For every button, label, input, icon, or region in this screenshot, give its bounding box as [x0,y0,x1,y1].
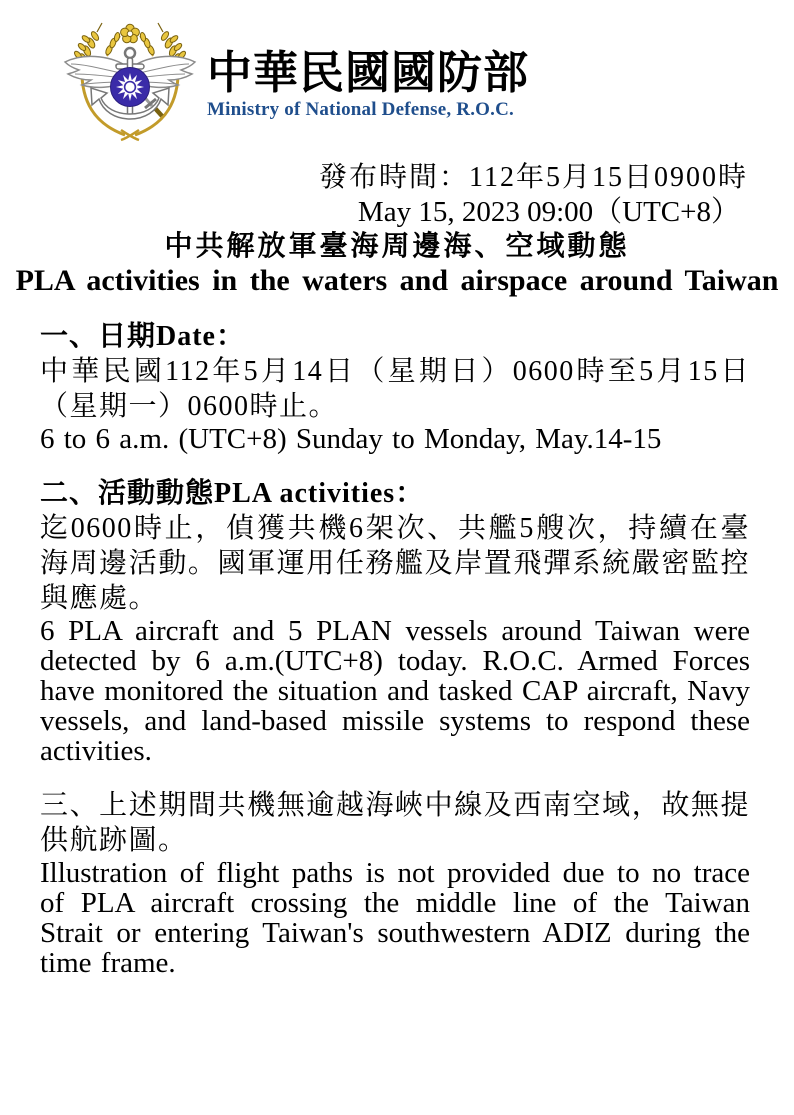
section-no-illustration [40,788,750,978]
section-no-illustration-body-zh: 三、上述期間共機無逾越海峽中線及西南空域，故無提供航跡圖。 [40,790,750,856]
section-pla-activities-body-en: 6 PLA aircraft and 5 PLAN vessels around Taiwan were detected by 6 a.m.(UTC+8) today. R.O.C. Armed Forces have monitored the situation and tasked CAP aircraft, Navy vessels, and land-based missile systems to respond these activities. [40,615,750,767]
document-title-en: PLA activities in the waters and airspace around Taiwan [15,264,779,297]
publish-time-zh: 發布時間：112年5月15日0900時 [319,162,748,193]
document-title-zh: 中共解放軍臺海周邊海、空域動態 [164,231,630,262]
org-name-block [207,12,529,121]
roc-sun-icon [111,68,150,107]
section-date-body-zh: 中華民國112年5月14日（星期日）0600時至5月15日（星期一）0600時止。 [40,356,750,422]
publish-time-en: May 15, 2023 09:00（UTC+8） [357,196,740,228]
document-title [0,229,794,297]
header-logo-block [0,0,794,152]
publish-time-block [0,160,794,229]
section-pla-activities [40,476,750,766]
org-name-en: Ministry of National Defense, R.O.C. [207,99,514,120]
section-pla-activities-body-zh: 迄0600時止，偵獲共機6架次、共艦5艘次，持續在臺海周邊活動。國軍運用任務艦及岸置飛彈系統嚴密監控與應處。 [40,513,750,614]
section-date [40,319,750,454]
document-body [0,319,794,978]
section-pla-activities-heading: 二、活動動態PLA activities： [40,478,425,509]
section-no-illustration-body-en: Illustration of flight paths is not provided due to no trace of PLA aircraft crossing the middle line of the Taiwan Strait or entering Taiwan's southwestern ADIZ during the time frame. [40,857,750,979]
plum-blossom-icon [121,24,140,42]
section-date-heading: 一、日期Date： [40,321,245,352]
org-name-zh: 中華民國國防部 [207,48,530,98]
section-date-body-en: 6 to 6 a.m. (UTC+8) Sunday to Monday, May.14-15 [40,423,662,455]
mnd-emblem [55,12,205,150]
